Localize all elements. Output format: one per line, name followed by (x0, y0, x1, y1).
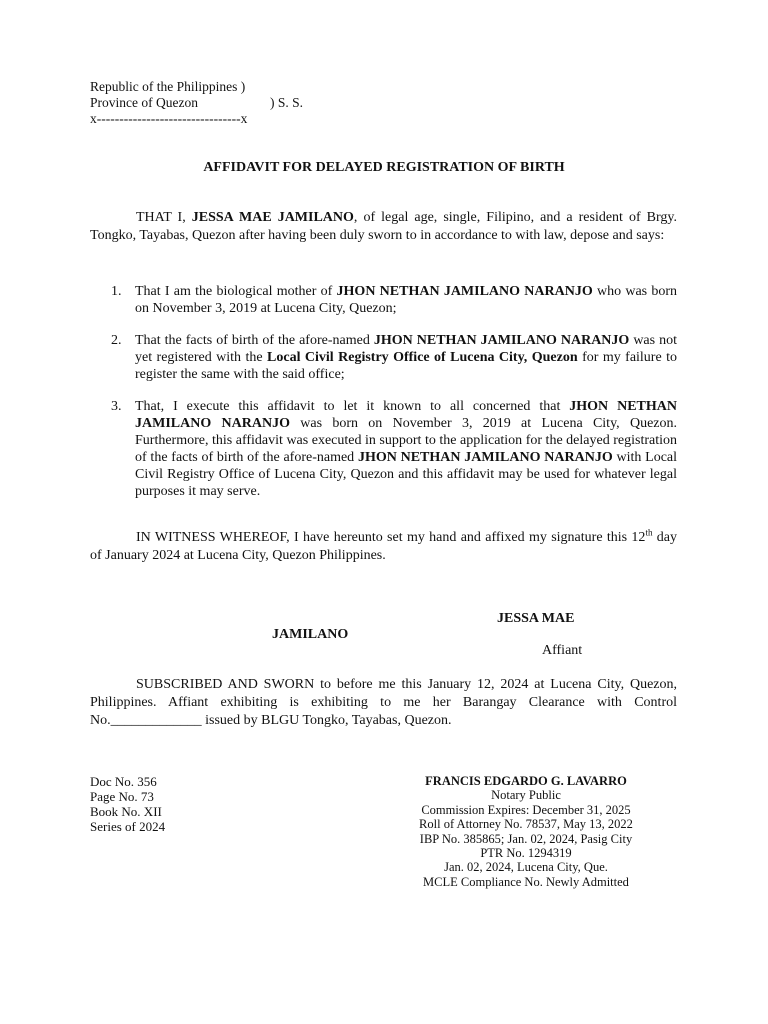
notary-mcle: MCLE Compliance No. Newly Admitted (423, 874, 629, 889)
header-province: Province of Quezon (90, 95, 198, 110)
list-item (135, 283, 677, 317)
item-number: 2. (111, 333, 122, 348)
witness-text: day of January 2024 at Lucena City, Quezon Philippines. (90, 530, 678, 563)
notary-block (380, 774, 672, 889)
signature-name-line2: JAMILANO (272, 627, 349, 642)
header-republic: Republic of the Philippines ) (90, 79, 246, 94)
intro-post: , of legal age, single, Filipino, and a resident of Brgy. Tongko, Tayabas, Quezon after having been duly sworn to in accordance to with law, depose and says: (90, 210, 677, 243)
item-text: was not yet registered with the (135, 333, 677, 365)
item-number: 3. (111, 399, 122, 414)
intro-pre: THAT I, (136, 210, 192, 225)
header-separator: x--------------------------------x (90, 111, 248, 126)
signature-name-line1: JESSA MAE (497, 611, 575, 626)
item-text: was born on November 3, 2019 at Lucena City, Quezon. Furthermore, this affidavit was executed in support to the application for the delayed registration of the facts of birth of the afore-named (135, 416, 677, 465)
witness-paragraph (90, 529, 677, 565)
book-number: Book No. XII (90, 804, 162, 819)
notary-ptr-date: Jan. 02, 2024, Lucena City, Que. (444, 860, 608, 875)
item-text: who was born on November 3, 2019 at Lucena City, Quezon; (135, 284, 678, 316)
notary-title: Notary Public (491, 788, 561, 803)
intro-paragraph (90, 209, 677, 245)
witness-text: IN WITNESS WHEREOF, I have hereunto set my hand and affixed my signature this 12 (136, 530, 646, 545)
ordinal-suffix: th (645, 527, 653, 538)
item-text: That I am the biological mother of (135, 284, 337, 299)
notary-ptr: PTR No. 1294319 (480, 846, 572, 861)
page-number: Page No. 73 (90, 789, 154, 804)
item-text: That the facts of birth of the afore-named (135, 333, 374, 348)
item-text: with Local Civil Registry Office of Lucena City, Quezon and this affidavit may be used for whatever legal purposes it may serve. (135, 450, 678, 499)
doc-number: Doc No. 356 (90, 774, 157, 789)
item-text: for my failure to register the same with the said office; (135, 350, 678, 382)
list-item (135, 332, 677, 383)
registry-office: Local Civil Registry Office of Lucena City, Quezon (267, 350, 578, 365)
child-name: JHON NETHAN JAMILANO NARANJO (336, 284, 593, 299)
doc-info (90, 774, 165, 834)
subscribed-paragraph: SUBSCRIBED AND SWORN to before me this January 12, 2024 at Lucena City, Quezon, Philippines. Affiant exhibiting is exhibiting to me her Barangay Clearance with Control No._____________ issued by BLGU Tongko, Tayabas, Quezon. (90, 677, 677, 728)
notary-name: FRANCIS EDGARDO G. LAVARRO (425, 774, 627, 788)
header-ss: ) S. S. (270, 95, 304, 110)
item-text: That, I execute this affidavit to let it known to all concerned that (135, 399, 570, 414)
child-name: JHON NETHAN JAMILANO NARANJO (135, 399, 678, 431)
child-name: JHON NETHAN JAMILANO NARANJO (357, 450, 613, 465)
notary-ibp: IBP No. 385865; Jan. 02, 2024, Pasig City (419, 831, 633, 846)
notary-roll: Roll of Attorney No. 78537, May 13, 2022 (419, 817, 633, 832)
affiant-label: Affiant (542, 643, 583, 658)
series: Series of 2024 (90, 819, 166, 834)
document-title: AFFIDAVIT FOR DELAYED REGISTRATION OF BIRTH (203, 160, 565, 175)
item-number: 1. (111, 284, 122, 299)
notary-commission: Commission Expires: December 31, 2025 (421, 802, 631, 817)
list-item (135, 398, 677, 500)
affiant-name: JESSA MAE JAMILANO (191, 210, 354, 225)
child-name: JHON NETHAN JAMILANO NARANJO (373, 333, 630, 348)
